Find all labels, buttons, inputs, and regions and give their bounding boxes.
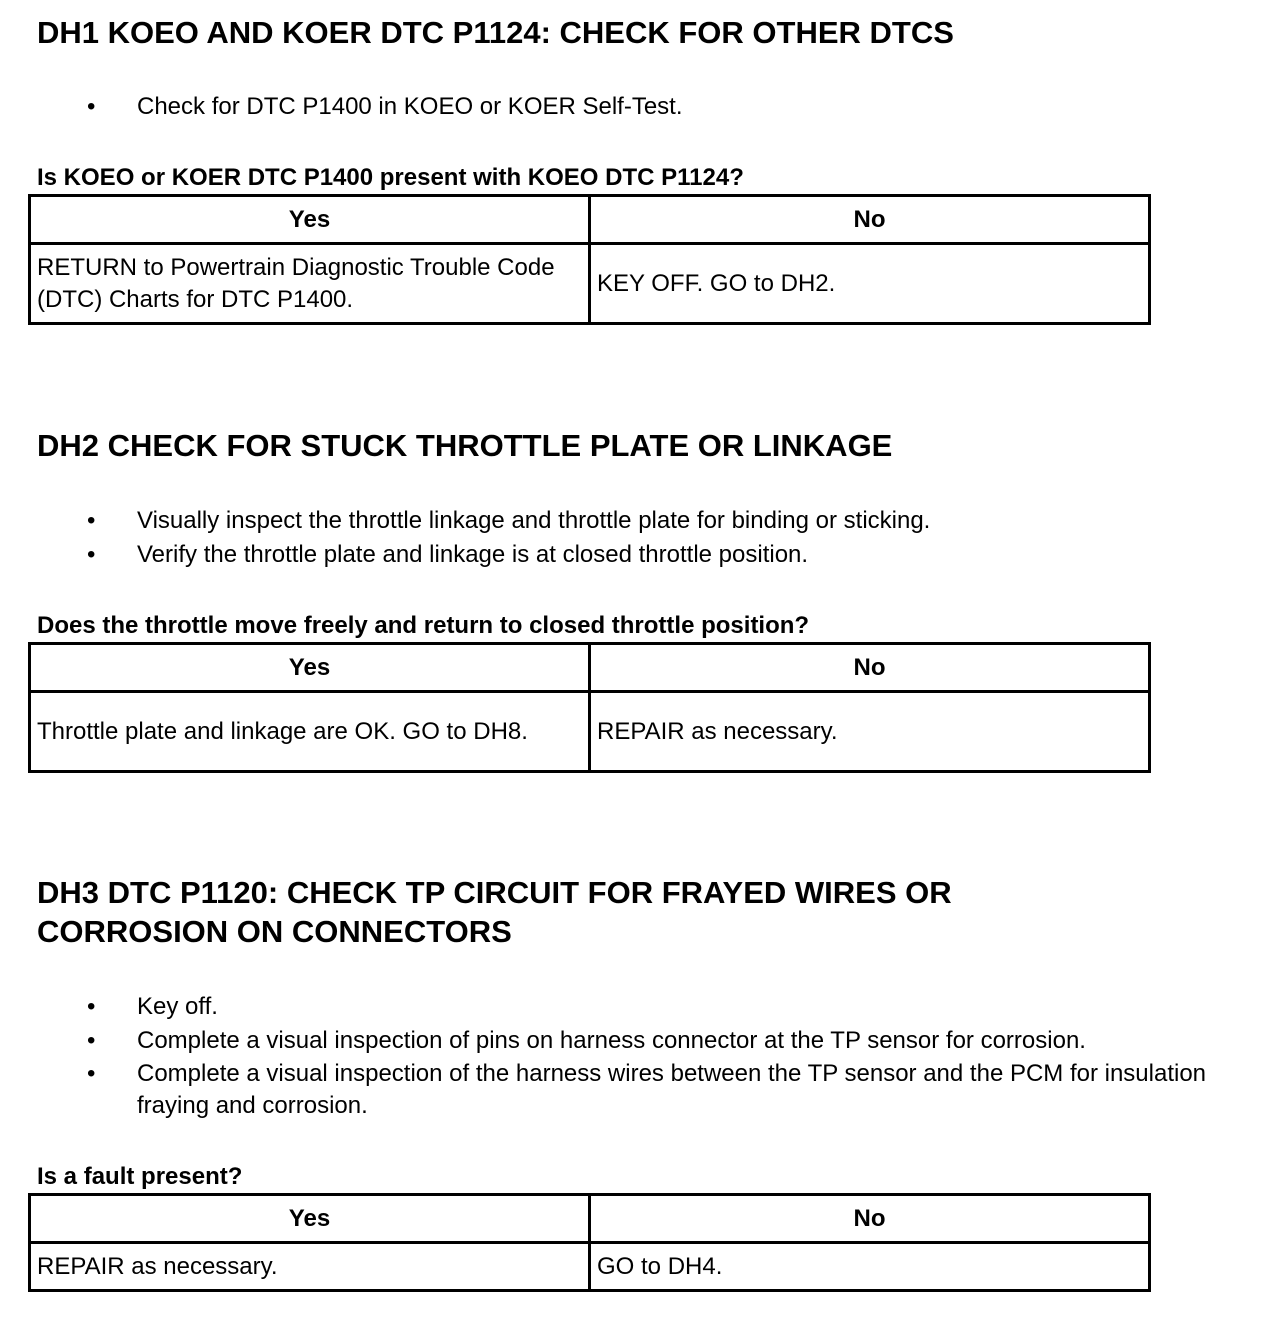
list-item: • Verify the throttle plate and linkage is at closed throttle position. xyxy=(37,538,1247,572)
bullet-icon: • xyxy=(87,93,96,120)
no-header: No xyxy=(590,644,1150,692)
bullet-icon: • xyxy=(87,993,96,1020)
yes-header: Yes xyxy=(30,196,590,244)
list-item: • Complete a visual inspection of pins on harness connector at the TP sensor for corrosion. xyxy=(37,1024,1247,1058)
bullet-icon: • xyxy=(87,1060,96,1087)
section-heading-dh2: DH2 CHECK FOR STUCK THROTTLE PLATE OR LINKAGE xyxy=(37,428,893,463)
bullet-icon: • xyxy=(87,507,96,534)
list-item: • Check for DTC P1400 in KOEO or KOER Self-Test. xyxy=(37,90,1247,124)
decision-table-dh3 xyxy=(28,1193,1151,1292)
bullet-list-dh2 xyxy=(37,504,1247,572)
section-heading-dh3: DH3 DTC P1120: CHECK TP CIRCUIT FOR FRAYED WIRES OR CORROSION ON CONNECTORS xyxy=(37,875,952,949)
yes-header: Yes xyxy=(30,644,590,692)
list-item: • Visually inspect the throttle linkage and throttle plate for binding or sticking. xyxy=(37,504,1247,538)
no-action: KEY OFF. GO to DH2. xyxy=(590,244,1150,324)
bullet-list-dh1 xyxy=(37,90,1247,124)
no-header: No xyxy=(590,196,1150,244)
bullet-icon: • xyxy=(87,541,96,568)
yes-action: Throttle plate and linkage are OK. GO to DH8. xyxy=(30,692,590,772)
question-dh1: Is KOEO or KOER DTC P1400 present with KOEO DTC P1124? xyxy=(37,164,744,191)
decision-table-dh1 xyxy=(28,194,1151,325)
question-dh2: Does the throttle move freely and return to closed throttle position? xyxy=(37,612,810,639)
no-action: GO to DH4. xyxy=(590,1243,1150,1291)
yes-action: RETURN to Powertrain Diagnostic Trouble Code (DTC) Charts for DTC P1400. xyxy=(30,244,590,324)
no-header: No xyxy=(590,1195,1150,1243)
yes-header: Yes xyxy=(30,1195,590,1243)
bullet-list-dh3 xyxy=(37,990,1247,1122)
section-heading-dh1: DH1 KOEO AND KOER DTC P1124: CHECK FOR OTHER DTCS xyxy=(37,15,954,50)
bullet-icon: • xyxy=(87,1027,96,1054)
yes-action: REPAIR as necessary. xyxy=(30,1243,590,1291)
question-dh3: Is a fault present? xyxy=(37,1163,243,1190)
list-item: • Complete a visual inspection of the harness wires between the TP sensor and the PCM for insulation fraying and corrosion. xyxy=(87,1060,1207,1119)
decision-table-dh2 xyxy=(28,642,1151,773)
list-item: • Key off. xyxy=(37,990,1247,1024)
no-action: REPAIR as necessary. xyxy=(590,692,1150,772)
